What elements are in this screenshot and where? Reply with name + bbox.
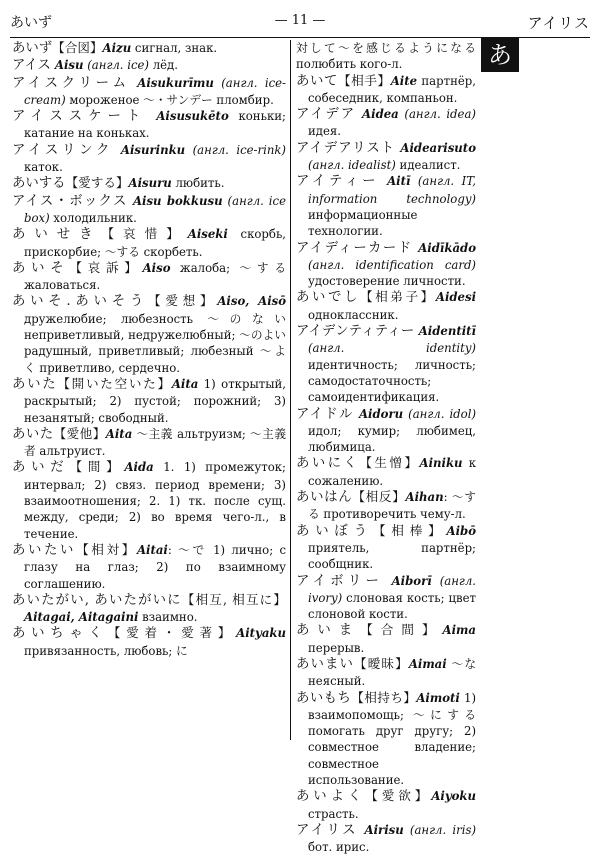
kanji-form: 【愛着・愛著】 [107,625,237,641]
dictionary-entry [12,376,286,426]
dictionary-entry [296,73,476,107]
headword: アイドル [296,406,354,422]
dictionary-entry [296,622,476,656]
romanization: Aisuru [128,176,172,191]
kanji-form: 【愛欲】 [365,788,432,804]
definition: 1) открытый, раскрытый; 2) пустой; порожний; 3) незанятый; свободный. [24,376,287,425]
thumb-index-tab: あ [481,38,519,72]
headword: あいもち [296,690,352,706]
dictionary-entry [12,293,286,375]
source-note: (англ. idea) [398,107,476,122]
kanji-form: 【哀惜】 [101,226,188,242]
kanji-form: 【曖昧】 [354,655,409,671]
romanization: Aibō [446,523,477,538]
romanization: Aite [390,73,418,88]
romanization: Aimoti [416,690,460,705]
source-note: (англ. ice box) [24,193,287,225]
right-column [296,40,476,856]
header-left-guideword: あいず [10,15,52,31]
left-column [12,40,286,659]
dictionary-entry [12,193,286,227]
source-note: (англ. idealist) [308,158,396,173]
romanization: Aisu [50,58,84,73]
dictionary-entry [12,75,286,109]
definition: скорбь, прискорбие; 〜する скорбеть. [24,227,287,259]
definition: взаимно. [138,610,198,625]
dictionary-entry [296,656,476,690]
definition: каток. [24,160,63,175]
definition: сигнал, знак. [131,41,218,55]
romanization: Aiso [142,260,171,275]
dictionary-entry [12,226,286,260]
romanization: Aitai [136,542,168,557]
dictionary-entry [12,592,286,626]
definition: идентичность; личность; самодостаточность; самоидентификация. [308,357,476,405]
dictionary-entry [296,690,476,789]
romanization: Aiso, Aisō [217,294,287,309]
kanji-form: 【哀訴】 [69,259,143,275]
romanization: Aidoru [353,406,404,421]
definition: коньки; катание на коньках. [24,109,286,141]
page-header [10,12,590,32]
romanization: Aiborī [383,573,432,588]
definition: приятель, партнёр; сообщник. [308,540,476,572]
kanji-form: 【開いた空いた】 [57,375,172,391]
headword: あいたい [12,542,77,558]
source-note: (англ. iris) [403,822,477,837]
definition: : 〜で 1) лично; с глазу на глаз; 2) по взаимному соглашению. [24,542,287,591]
dictionary-entry [296,173,476,239]
dictionary-entry [12,108,286,142]
dictionary-entry [296,240,476,290]
definition: слоновая кость; цвет слоновой кости. [308,590,476,622]
definition: 1. 1) промежуток; интервал; 2) связ. период времени; 3) взаимоотношения; 2. 1) тк. после сущ. между, среди; 2) во время чего-л., в течение. [24,460,286,541]
headword: アイス [12,58,51,74]
headword: あいたがい, あいたがいに [12,592,182,608]
headword: あいにく [296,456,360,472]
headword: アイボリー [296,573,384,589]
headword: あいちゃく [12,626,108,642]
romanization: Aihan [405,490,444,505]
headword: あいま [296,623,361,639]
dictionary-entry [12,57,286,74]
romanization: Aisurinku [113,142,186,157]
headword: アイスクリーム [12,75,130,91]
definition: дружелюбие; любезность 〜のない неприветливый, недружелюбный; 〜のよい радушный, приветливый; любезный 〜よく приветливо, сердечно. [24,311,286,375]
dictionary-entry [296,455,476,489]
definition: страсть. [308,806,359,821]
source-note: (англ. ice-rink) [185,142,286,157]
headword: あいせき [12,227,102,243]
dictionary-entry [296,289,476,323]
romanization: Aida [124,460,154,475]
definition: привязанность, любовь; に [24,643,188,658]
source-note: (англ. IT, information technology) [308,174,476,206]
dictionary-entry [296,523,476,573]
dictionary-entry [296,573,476,623]
dictionary-entry [296,788,476,822]
definition: 1) взаимопомощь; 〜にする помогать друг другу; 2) совместное владение; совместное использование. [308,690,477,788]
romanization: Aizu [102,41,132,55]
kanji-form: 【愛する】 [65,175,129,191]
headword: アイリス [296,822,358,838]
dictionary-entry [12,625,286,659]
definition: удостоверение личности. [308,274,466,289]
romanization: Airisu [357,822,404,837]
definition: бот. ирис. [308,840,370,855]
romanization: Aiseki [187,227,228,242]
definition: партнёр, собеседник, компаньон. [308,73,476,105]
headword: あいそ [12,260,70,276]
kanji-form: 【愛想】 [147,293,218,309]
kanji-form: 【間】 [69,459,125,475]
definition: перерыв. [308,640,365,655]
definition: одноклассник. [308,307,399,322]
romanization: Aisu bokkusu [127,193,223,208]
dictionary-entry [12,40,286,57]
romanization: Aidea [356,107,399,122]
definition: 〜主義 альтруизм; 〜主義者 альтруист. [24,426,287,459]
dictionary-entry [12,260,286,294]
kanji-form: 【合図】 [52,40,103,55]
definition: информационные технологии. [308,207,418,239]
kanji-form: 【合間】 [360,622,443,638]
definition: идея. [308,124,341,139]
romanization: Aiyoku [431,789,477,804]
dictionary-entry [296,323,476,405]
column-divider [290,40,291,740]
kanji-form: 【相反】 [352,489,406,505]
kanji-form: 【相弟子】 [359,289,436,305]
headword: あいでし [296,290,360,306]
dictionary-entry [12,542,286,592]
definition: холодильник. [49,210,137,225]
definition: идеалист. [395,158,461,173]
headword: あいだ [12,460,70,476]
headword: アイス・ボックス [12,193,128,209]
definition: : 〜する противоречить чему-л. [308,490,476,522]
source-note: (англ. ice-cream) [24,75,286,107]
dictionary-entry [296,106,476,140]
headword: アイデンティティー [296,324,415,340]
romanization: Aidīkādo [412,240,476,255]
headword: あいする [12,176,66,192]
source-note: (англ. ivory) [308,573,476,605]
headword: あいず [12,41,53,56]
dictionary-entry [296,489,476,523]
continued-text: 対して〜を感じるようになる полюбить кого-л. [296,41,476,72]
headword: あいよく [296,789,366,805]
romanization: Aima [442,623,476,638]
kanji-form: 【生憎】 [359,455,420,471]
romanization: Aisusukēto [146,109,229,124]
source-note: (англ. identification card) [308,257,476,272]
dictionary-entry [12,426,286,460]
dictionary-entry [296,406,476,456]
headword: あいまい [296,656,354,672]
romanization: Aisukurīmu [129,75,214,90]
headword: あいはん [296,490,353,506]
headword: アイデア [296,107,357,123]
romanization: Aidentitī [414,324,477,339]
kanji-form: 【相対】 [76,541,137,557]
headword: あいぼう [296,523,373,539]
definition: жалоба; 〜する жаловаться. [24,260,287,293]
kanji-form: 【相互, 相互に】 [181,591,286,607]
headword: あいて [296,73,338,89]
page-number: — 11 — [274,13,326,28]
romanization: Aityaku [236,626,287,641]
header-right-guideword: アイリス [527,14,590,32]
definition: к сожалению. [308,456,477,488]
definition: любить. [171,176,225,191]
dictionary-entry [12,142,286,176]
headword: あいた [12,426,54,442]
source-note: (англ. ice) [83,58,149,73]
kanji-form: 【相棒】 [372,522,447,538]
romanization: Aita [105,426,133,441]
headword: アイディーカード [296,240,413,256]
source-note: (англ. idol) [403,406,476,421]
definition: мороженое 〜・サンデー пломбир. [65,92,274,107]
romanization: Aitagai, Aitagaini [24,610,139,625]
headword: あいそ.あいそう [12,294,148,310]
romanization: Aita [171,376,199,391]
kanji-form: 【相持ち】 [351,689,417,705]
romanization: Aimai [408,656,447,671]
headword: あいた [12,376,58,392]
source-note: (англ. identity) [308,341,476,356]
romanization: Ainiku [419,456,463,471]
definition: 〜な неясный. [308,656,477,689]
kanji-form: 【愛他】 [53,425,106,441]
headword: アイデアリスト [296,140,396,156]
definition: лёд. [148,58,178,73]
dictionary-entry [12,459,286,541]
romanization: Aitī [379,174,411,189]
kanji-form: 【相手】 [337,72,391,88]
headword: アイティー [296,174,380,190]
definition: идол; кумир; любимец, любимица. [308,423,476,455]
headword: アイススケート [12,109,147,125]
dictionary-entry [296,822,476,856]
dictionary-entry [12,175,286,192]
romanization: Aidearisuto [395,140,476,155]
headword: アイスリンク [12,142,114,158]
romanization: Aidesi [435,290,477,305]
dictionary-entry [296,140,476,174]
